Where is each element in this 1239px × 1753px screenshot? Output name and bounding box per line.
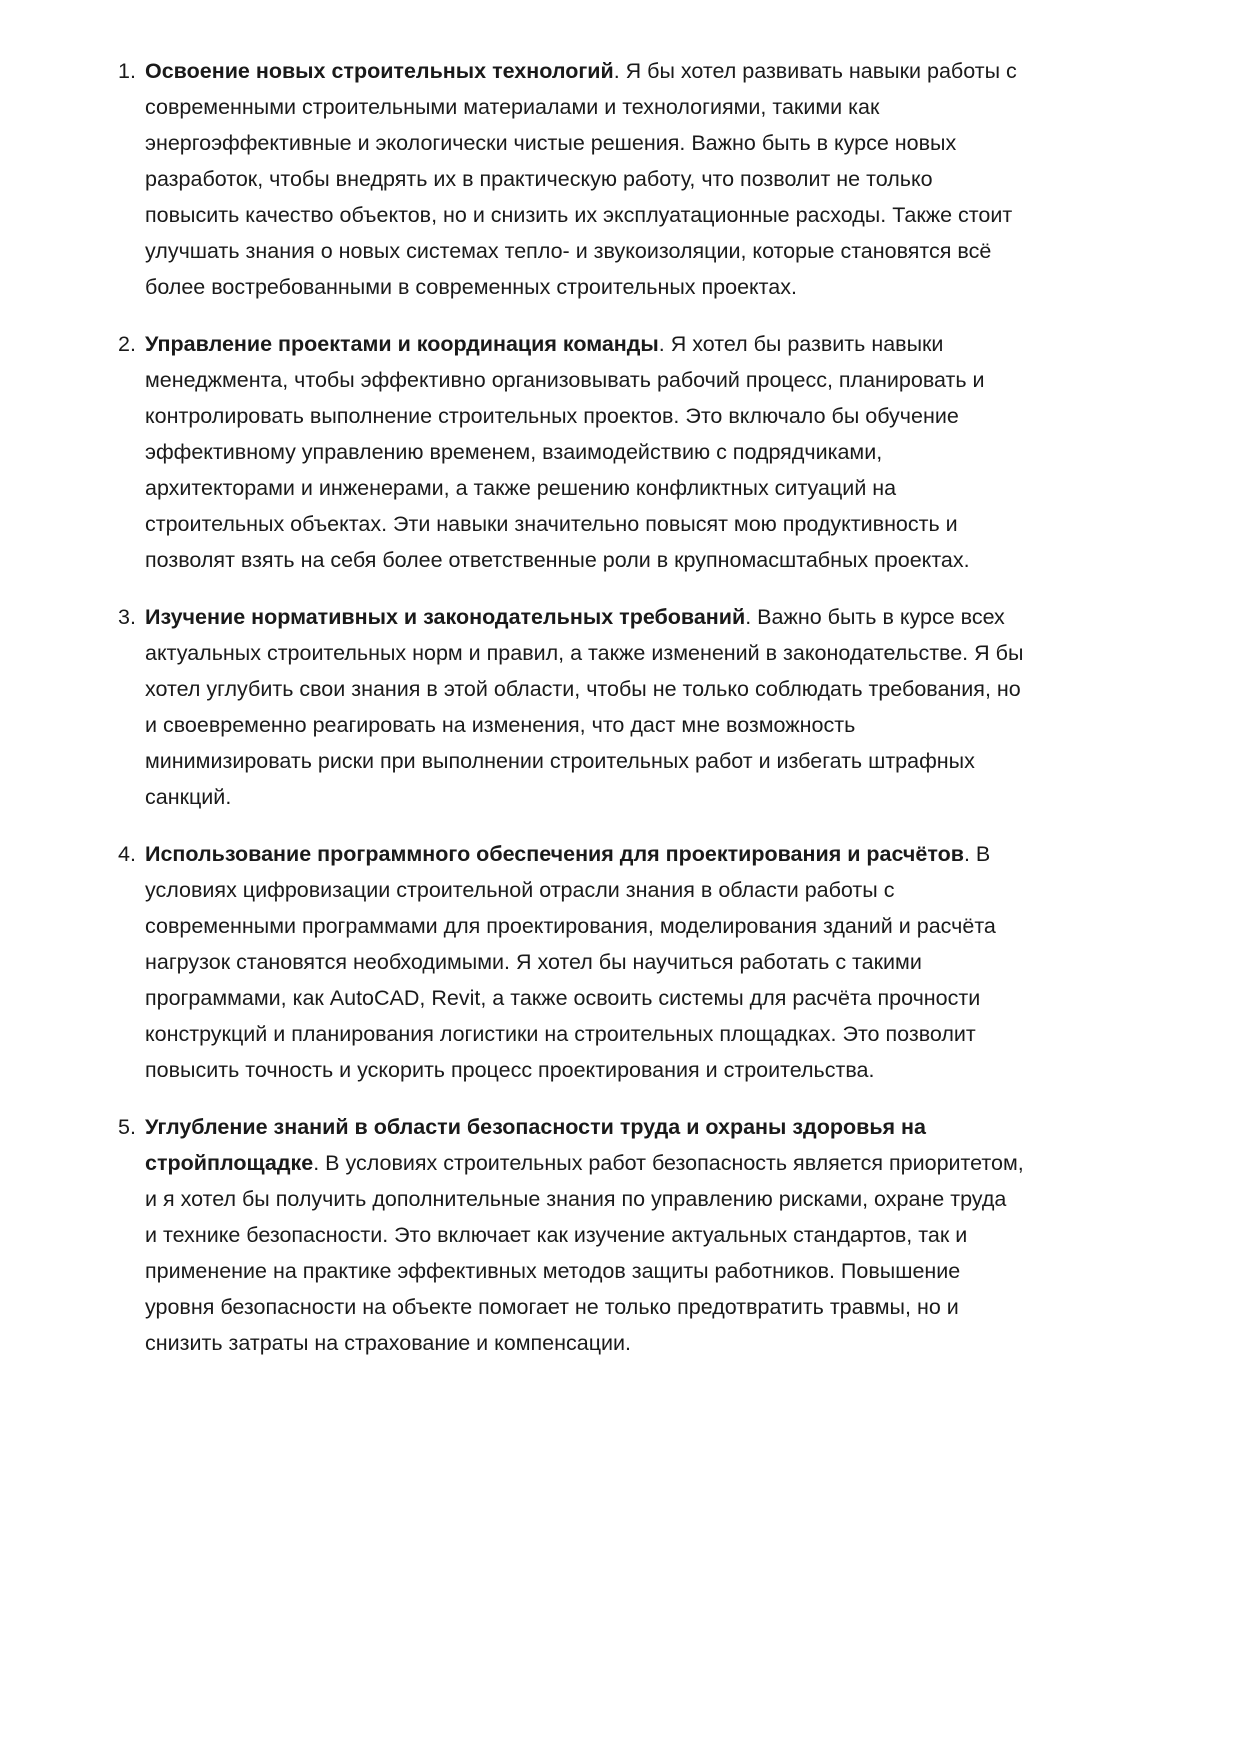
item-text: применение на практике эффективных методов защиты работников. Повышение <box>145 1259 961 1283</box>
item-title: Использование программного обеспечения для проектирования и расчётов <box>145 842 964 866</box>
list-item <box>118 326 1178 578</box>
text-line <box>145 1181 1178 1217</box>
item-text: и я хотел бы получить дополнительные знания по управлению рисками, охране труда <box>145 1187 1007 1211</box>
text-line <box>145 233 1178 269</box>
item-text: минимизировать риски при выполнении строительных работ и избегать штрафных <box>145 749 975 773</box>
item-text: нагрузок становятся необходимыми. Я хотел бы научиться работать с такими <box>145 950 922 974</box>
text-line <box>145 980 1178 1016</box>
list-item <box>118 53 1178 305</box>
item-text: современными программами для проектирования, моделирования зданий и расчёта <box>145 914 996 938</box>
item-text: эффективному управлению временем, взаимодействию с подрядчиками, <box>145 440 883 464</box>
text-line <box>145 197 1178 233</box>
text-line <box>145 872 1178 908</box>
item-text: и технике безопасности. Это включает как изучение актуальных стандартов, так и <box>145 1223 968 1247</box>
item-number: 1. <box>118 59 136 83</box>
item-title: Углубление знаний в области безопасности труда и охраны здоровья на <box>145 1115 927 1139</box>
text-line <box>145 671 1178 707</box>
text-line <box>145 434 1178 470</box>
text-line <box>145 398 1178 434</box>
text-line <box>145 908 1178 944</box>
item-text: контролировать выполнение строительных проектов. Это включало бы обучение <box>145 404 959 428</box>
text-line <box>145 1253 1178 1289</box>
item-text: архитекторами и инженерами, а также решению конфликтных ситуаций на <box>145 476 897 500</box>
text-line <box>145 707 1178 743</box>
item-text: повысить качество объектов, но и снизить их эксплуатационные расходы. Также стоит <box>145 203 1013 227</box>
text-line <box>145 1016 1178 1052</box>
item-text: санкций. <box>145 785 232 809</box>
item-text: улучшать знания о новых системах тепло- и звукоизоляции, которые становятся всё <box>145 239 992 263</box>
item-number: 3. <box>118 605 136 629</box>
list-item <box>118 836 1178 1088</box>
item-title: стройплощадке <box>145 1151 314 1175</box>
text-line <box>145 1325 1178 1361</box>
item-number: 4. <box>118 842 136 866</box>
item-text: актуальных строительных норм и правил, а также изменений в законодательстве. Я бы <box>145 641 1024 665</box>
item-text: хотел углубить свои знания в этой области, чтобы не только соблюдать требования, но <box>145 677 1021 701</box>
text-line <box>145 1109 1178 1145</box>
text-line <box>145 1145 1178 1181</box>
item-text: программами, как AutoCAD, Revit, а также освоить системы для расчёта прочности <box>145 986 981 1010</box>
item-number: 5. <box>118 1115 136 1139</box>
goals-list <box>118 53 1178 1382</box>
item-title: Изучение нормативных и законодательных требований <box>145 605 746 629</box>
item-text: . В условиях строительных работ безопасность является приоритетом, <box>313 1151 1024 1175</box>
text-line <box>145 1052 1178 1088</box>
item-title: Управление проектами и координация команды <box>145 332 659 356</box>
text-line <box>145 836 1178 872</box>
text-line <box>145 161 1178 197</box>
item-text: и своевременно реагировать на изменения, что даст мне возможность <box>145 713 856 737</box>
text-line <box>145 53 1178 89</box>
text-line <box>145 506 1178 542</box>
item-text: . В <box>963 842 991 866</box>
text-line <box>145 1217 1178 1253</box>
text-line <box>145 1289 1178 1325</box>
text-line <box>145 125 1178 161</box>
item-text: позволят взять на себя более ответственные роли в крупномасштабных проектах. <box>145 548 970 572</box>
item-text: условиях цифровизации строительной отрасли знания в области работы с <box>145 878 895 902</box>
item-text: повысить точность и ускорить процесс проектирования и строительства. <box>145 1058 875 1082</box>
text-line <box>145 269 1178 305</box>
item-text: энергоэффективные и экологически чистые решения. Важно быть в курсе новых <box>145 131 957 155</box>
item-text: более востребованными в современных строительных проектах. <box>145 275 797 299</box>
list-item <box>118 1109 1178 1361</box>
text-line <box>145 542 1178 578</box>
item-text: менеджмента, чтобы эффективно организовывать рабочий процесс, планировать и <box>145 368 985 392</box>
text-line <box>145 470 1178 506</box>
item-text: конструкций и планирования логистики на строительных площадках. Это позволит <box>145 1022 976 1046</box>
text-line <box>145 89 1178 125</box>
item-text: . Важно быть в курсе всех <box>745 605 1005 629</box>
item-text: . Я бы хотел развивать навыки работы с <box>613 59 1017 83</box>
text-line <box>145 944 1178 980</box>
text-line <box>145 743 1178 779</box>
item-text: разработок, чтобы внедрять их в практическую работу, что позволит не только <box>145 167 933 191</box>
item-text: строительных объектах. Эти навыки значительно повысят мою продуктивность и <box>145 512 958 536</box>
item-text: снизить затраты на страхование и компенсации. <box>145 1331 632 1355</box>
text-line <box>145 635 1178 671</box>
text-line <box>145 599 1178 635</box>
text-line <box>145 362 1178 398</box>
item-text: современными строительными материалами и технологиями, такими как <box>145 95 880 119</box>
list-item <box>118 599 1178 815</box>
item-number: 2. <box>118 332 136 356</box>
text-line <box>145 779 1178 815</box>
item-text: . Я хотел бы развить навыки <box>658 332 944 356</box>
item-title: Освоение новых строительных технологий <box>145 59 614 83</box>
text-line <box>145 326 1178 362</box>
item-text: уровня безопасности на объекте помогает не только предотвратить травмы, но и <box>145 1295 959 1319</box>
